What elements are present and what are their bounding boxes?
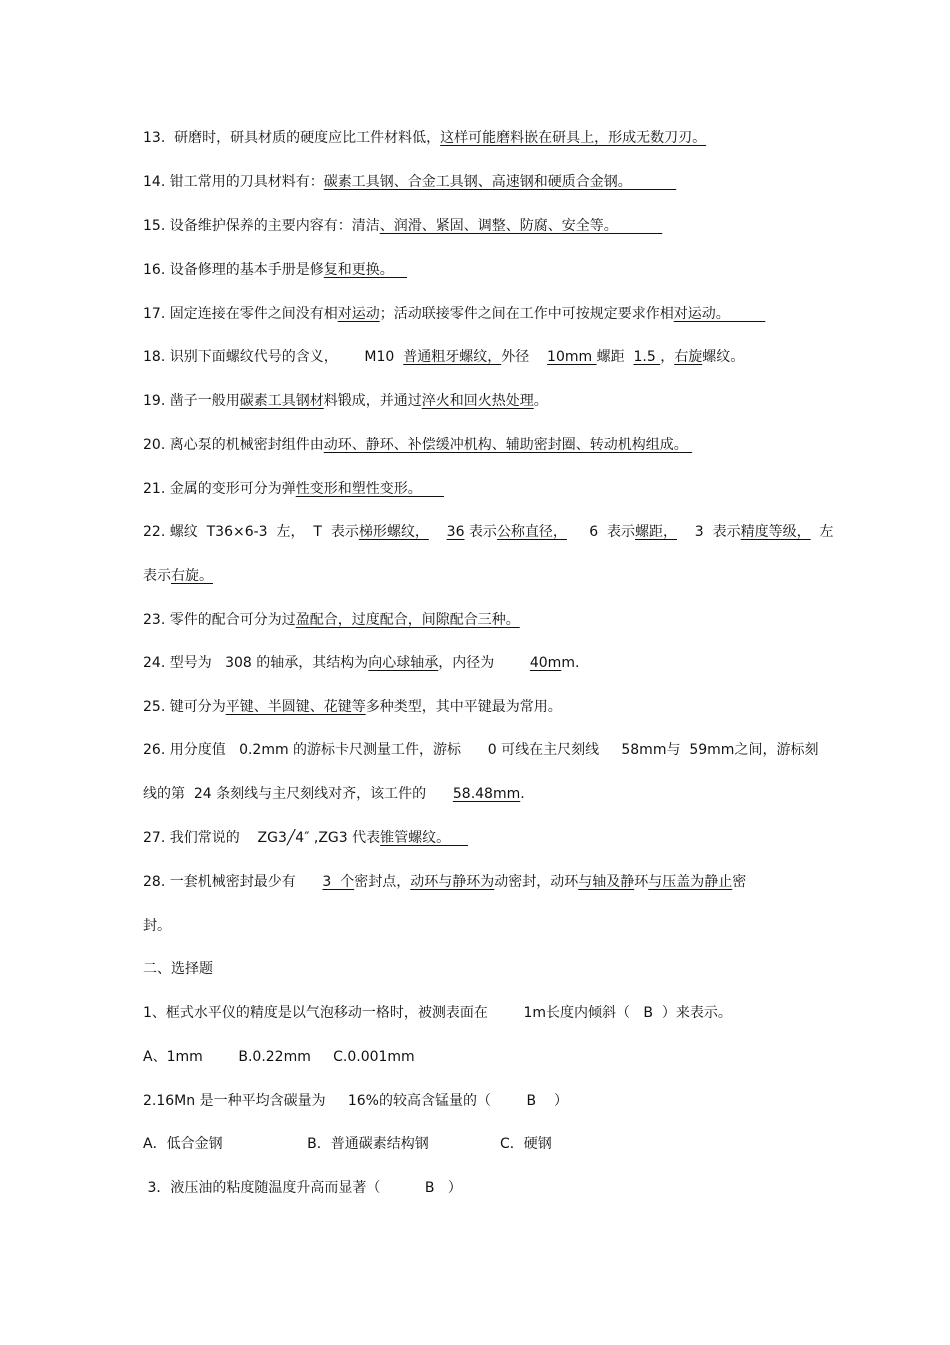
question-text: 多种类型，其中平键最为常用。 (365, 699, 562, 715)
question-text: 25. 键可分为 (143, 699, 226, 715)
question-text: 封。 (143, 918, 171, 934)
answer-text: 右旋。 (171, 568, 213, 584)
text-line (143, 610, 520, 630)
question-text: 22. 螺纹 T36×6-3 左， T 表示 (143, 524, 359, 540)
text-line (143, 128, 706, 148)
question-text: 13. 研磨时，研具材质的硬度应比工件材料低， (143, 130, 441, 146)
text-line (143, 260, 407, 280)
answer-text: 淬火和回火热处理 (421, 393, 534, 409)
answer-text: 与轴及静 (578, 874, 635, 890)
answer-text: 3 个 (322, 874, 355, 890)
text-line (143, 784, 525, 804)
answer-text: 40m (529, 655, 562, 671)
answer-text: 性变形和塑性变形。 (295, 481, 444, 497)
text-line (143, 566, 213, 586)
question-text: A．低合金钢 B．普通碳素结构钢 C．硬钢 (143, 1136, 552, 1152)
text-line (143, 1003, 732, 1023)
text-line (143, 172, 676, 192)
text-line (143, 1091, 568, 1111)
question-text: 外径 (501, 349, 548, 365)
question-text: 密 (732, 874, 747, 890)
question-text: 螺距 (596, 349, 634, 365)
question-text: ， (660, 349, 675, 365)
answer-text: 对运动 (337, 306, 380, 322)
answer-text: 普通粗牙螺纹， (403, 349, 502, 365)
text-line (143, 391, 548, 411)
question-text: . (520, 786, 525, 802)
question-text: 料锻成，并通过 (323, 393, 422, 409)
answer-text: 碳素工具钢材 (239, 393, 324, 409)
question-text: 6 表示 (566, 524, 635, 540)
answer-text: 动环、静环、补偿缓冲机构、辅助密封圈、转动机构组成。 (323, 437, 693, 453)
answer-text: 梯形螺纹， (358, 524, 429, 540)
answer-text: 58.48mm (452, 786, 521, 802)
question-text: m. (561, 655, 580, 671)
question-text: 28. 一套机械密封最少有 (143, 874, 323, 890)
question-text: 表示 (464, 524, 497, 540)
text-line (143, 1047, 415, 1067)
text-line (143, 522, 834, 542)
answer-text: 锥管螺纹。 (380, 830, 468, 846)
question-text: 26. 用分度值 0.2mm 的游标卡尺测量工件，游标 0 可线在主尺刻线 58mm与 59mm之间，游标刻 (143, 742, 819, 758)
answer-text: 右旋 (674, 349, 703, 365)
question-text: 二、选择题 (143, 961, 213, 977)
question-text: 3 表示 (677, 524, 741, 540)
answer-text: 盈配合，过度配合，间隙配合三种。 (295, 612, 520, 628)
answer-text: 精度等级， (740, 524, 811, 540)
text-line (143, 916, 171, 936)
question-text: 19. 凿子一般用 (143, 393, 240, 409)
answer-text: 向心球轴承 (368, 655, 439, 671)
question-text: 23. 零件的配合可分为过 (143, 612, 296, 628)
text-line (143, 959, 213, 979)
answer-text: 、润滑、紧固、调整、防腐、安全等。 (379, 218, 663, 234)
text-line (143, 697, 562, 717)
question-text: 环 (634, 874, 649, 890)
answer-text: 10mm (547, 349, 597, 365)
question-text: A、1mm B.0.22mm C.0.001mm (143, 1049, 415, 1065)
question-text: 17. 固定连接在零件之间没有相 (143, 306, 338, 322)
answer-text: 对运动。 (673, 306, 766, 322)
text-line (143, 872, 746, 892)
answer-text: 36 (446, 524, 465, 540)
answer-text: 公称直径， (496, 524, 567, 540)
text-line (143, 435, 692, 455)
question-text: 3．液压油的粘度随温度升高而显著（ B ） (143, 1180, 462, 1196)
question-text: ；活动联接零件之间在工作中可按规定要求作相 (379, 306, 674, 322)
text-line (143, 1178, 462, 1198)
question-text: 表示 (143, 568, 171, 584)
text-line (143, 216, 662, 236)
question-text: 18. 识别下面螺纹代号的含义， M10 (143, 349, 404, 365)
question-text: 密封点， (354, 874, 411, 890)
text-line (143, 347, 744, 367)
question-text: 24. 型号为 308 的轴承，其结构为 (143, 655, 369, 671)
answer-text: 碳素工具钢、合金工具钢、高速钢和硬质合金钢。 (323, 174, 677, 190)
question-text: 动密封，动环 (494, 874, 579, 890)
answer-text: 动环与静环为 (410, 874, 495, 890)
question-text: 。 (533, 393, 548, 409)
question-text: 线的第 24 条刻线与主尺刻线对齐，该工件的 (143, 786, 453, 802)
text-line (143, 828, 468, 848)
text-line (143, 1134, 552, 1154)
answer-text: 复和更换。 (323, 262, 408, 278)
question-text: 15. 设备维护保养的主要内容有：清洁 (143, 218, 380, 234)
answer-text: 平键、半圆键、花键等 (225, 699, 366, 715)
question-text: 左 (810, 524, 834, 540)
question-text: 14. 钳工常用的刀具材料有： (143, 174, 324, 190)
answer-text: 这样可能磨料嵌在研具上，形成无数刀刃。 (440, 130, 707, 146)
text-line (143, 479, 444, 499)
answer-text: 螺距， (635, 524, 677, 540)
text-line (143, 304, 765, 324)
answer-text: 1.5 (633, 349, 661, 365)
text-line (143, 653, 579, 673)
question-text: 螺纹。 (702, 349, 745, 365)
question-text: 21. 金属的变形可分为弹 (143, 481, 296, 497)
question-text: 1、框式水平仪的精度是以气泡移动一格时，被测表面在 1m长度内倾斜（ B ）来表示。 (143, 1005, 732, 1021)
answer-text: 与压盖为静止 (648, 874, 733, 890)
question-text: 2.16Mn 是一种平均含碳量为 16%的较高含锰量的（ B ） (143, 1093, 568, 1109)
question-text (429, 524, 447, 540)
text-line (143, 740, 818, 760)
question-text: 27. 我们常说的 ZG3╱4″ ,ZG3 代表 (143, 830, 381, 846)
question-text: ，内径为 (438, 655, 530, 671)
question-text: 20. 离心泵的机械密封组件由 (143, 437, 324, 453)
question-text: 16. 设备修理的基本手册是修 (143, 262, 324, 278)
